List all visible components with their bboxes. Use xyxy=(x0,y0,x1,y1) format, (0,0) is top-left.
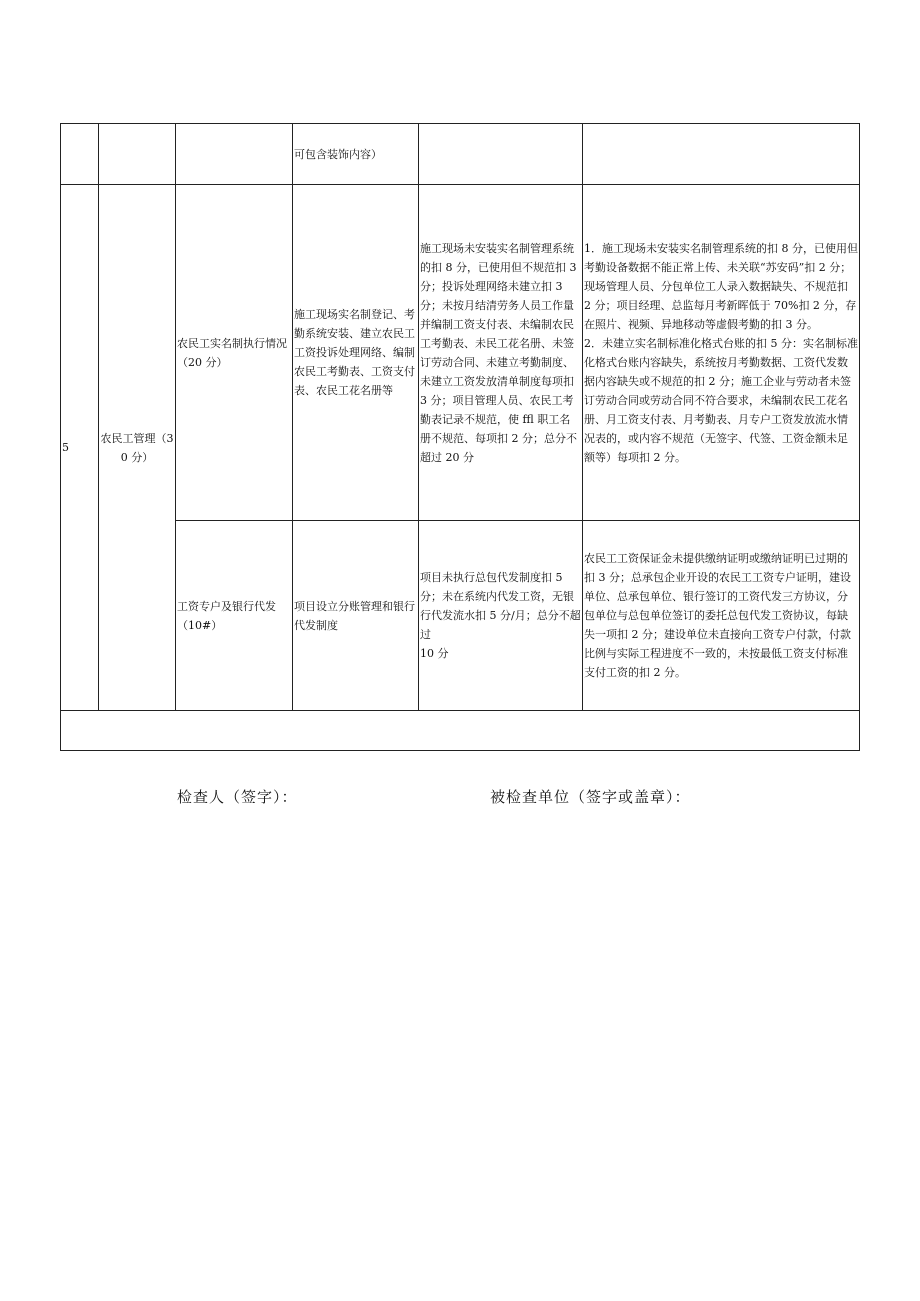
section-number-cell xyxy=(61,185,99,711)
cell-empty xyxy=(419,124,583,185)
inspector-signature: 检查人（签字）： xyxy=(177,788,298,806)
cell-empty xyxy=(583,124,860,185)
cell-empty xyxy=(176,124,293,185)
realname-standard: 施工现场未安装实名制管理系统的扣 8 分，已使用但不规范扣 3 分；投诉处理网络未建立扣 3 分；未按月结清劳务人员工作量并编制工资支付表、未编制农民工考勤表、未民工花名册、未签订劳动合同、未建立考勤制度、未建立工资发放清单制度每项扣 3 分；项目管理人员、农民工考勤表记录不规范，使 ffl 职工名册不规范、每项扣 2 分；总分不超过 20 分 xyxy=(420,241,577,464)
cell-empty xyxy=(99,124,176,185)
wage-item: 工资专户及银行代发（10#） xyxy=(177,599,276,632)
wage-content-cell xyxy=(293,521,419,711)
section-category-cell xyxy=(99,185,176,711)
realname-content: 施工现场实名制登记、考勤系统安装、建立农民工工资投诉处理网络、编制农民工考勤表、工资支付表、农民工花名册等 xyxy=(294,308,415,397)
realname-item-cell xyxy=(176,185,293,521)
inspection-table xyxy=(60,123,860,751)
table-row-realname xyxy=(61,185,860,521)
table-row-footer xyxy=(61,711,860,751)
prev-item-cell xyxy=(293,124,419,185)
realname-standard-cell xyxy=(419,185,583,521)
wage-standard-cell xyxy=(419,521,583,711)
wage-item-cell xyxy=(176,521,293,711)
wage-content: 项目设立分账管理和银行代发制度 xyxy=(294,599,415,632)
prev-item-text: 可包含装饰内容） xyxy=(294,147,382,161)
wage-detail-cell xyxy=(583,521,860,711)
table-row-wage xyxy=(61,521,860,711)
section-category: 农民工管理（30 分） xyxy=(100,431,174,464)
cell-empty xyxy=(61,124,99,185)
wage-standard-1: 项目未执行总包代发制度扣 5 分；未在系统内代发工资，无银行代发流水扣 5 分/月；总分不超过 xyxy=(420,571,581,641)
inspected-unit-signature: 被检查单位（签字或盖章）： xyxy=(490,788,691,806)
realname-content-cell xyxy=(293,185,419,521)
realname-detail-cell xyxy=(583,185,860,521)
table-row-previous xyxy=(61,124,860,185)
wage-detail: 农民工工资保证金未提供缴纳证明或缴纳证明已过期的扣 3 分；总承包企业开设的农民工工资专户证明，建设单位、总承包单位、银行签订的工资代发三方协议，分包单位与总包单位签订的委托总包代发工资协议，每缺失一项扣 2 分；建设单位未直接向工资专户付款，付款比例与实际工程进度不一致的，未按最低工资支付标准支付工资的扣 2 分。 xyxy=(584,552,851,679)
realname-detail-2: 2．未建立实名制标准化格式台账的扣 5 分：实名制标准化格式台账内容缺失，系统按月考勤数据、工资代发数据内容缺失或不规范的扣 2 分；施工企业与劳动者未签订劳动合同或劳动合同不符合要求，未编制农民工花名册、月工资支付表、月考勤表、月专户工资发放流水情况表的，或内容不规范（无签字、代签、工资金额未足额等）每项扣 2 分。 xyxy=(584,336,858,464)
wage-standard-2: 10 分 xyxy=(420,647,449,660)
section-number: 5 xyxy=(62,441,69,454)
realname-detail-1: 1．施工现场未安装实名制管理系统的扣 8 分，已使用但考勤设备数据不能正常上传、未关联“苏安码”扣 2 分；现场管理人员、分包单位工人录入数据缺失、不规范扣 2 分；项目经理、总监每月考新晖低于 70%扣 2 分，存在照片、视频、异地移动等虚假考勤的扣 3 分。 xyxy=(584,241,858,331)
realname-item: 农民工实名制执行情况（20 分） xyxy=(177,336,287,369)
footer-empty-cell xyxy=(61,711,860,751)
